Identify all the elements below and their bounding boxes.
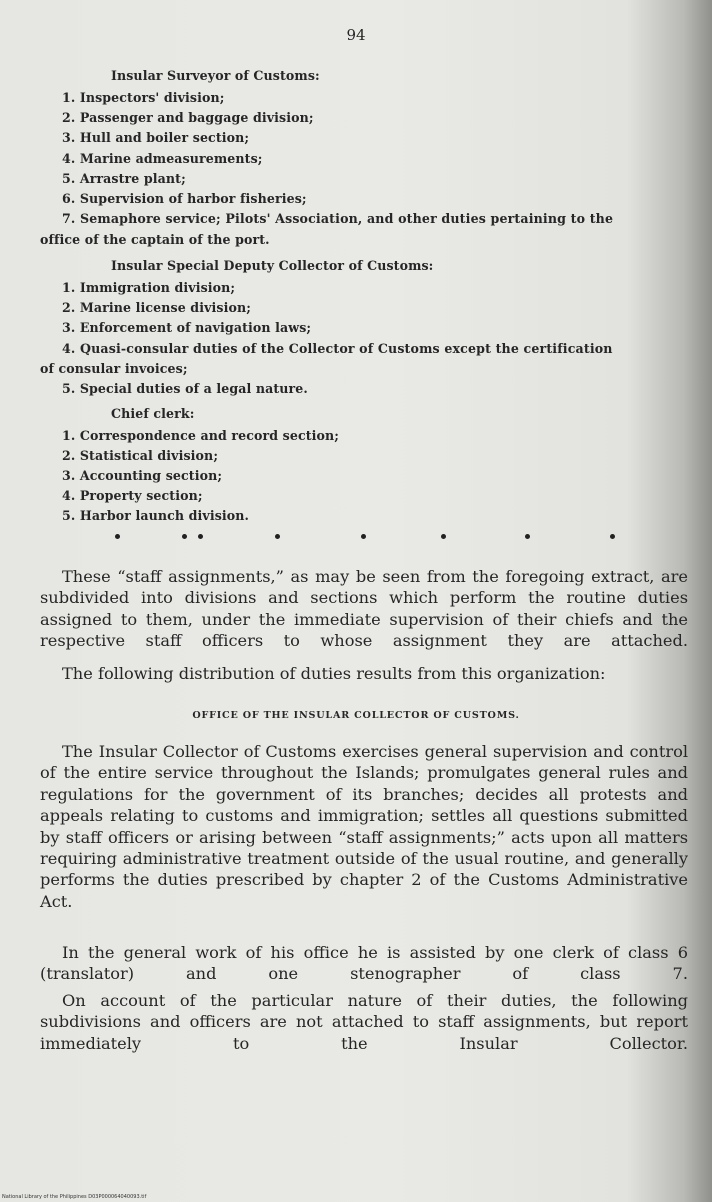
chief-clerk-item: 2. Statistical division; [62,448,219,463]
chief-clerk-heading: Chief clerk: [111,406,195,421]
deputy-item: 5. Special duties of a legal nature. [62,381,308,396]
surveyor-heading: Insular Surveyor of Customs: [111,68,320,83]
deputy-heading: Insular Special Deputy Collector of Customs: [111,258,434,273]
chief-clerk-item: 5. Harbor launch division. [62,508,250,523]
ellipsis-divider [115,534,615,546]
scan-footer: National Library of the Philippines D03P000064040093.tif [2,1194,147,1200]
chief-clerk-item: 1. Correspondence and record section; [62,428,340,443]
surveyor-item: 4. Marine admeasurements; [62,151,263,166]
deputy-item: 4. Quasi-consular duties of the Collector of Customs except the certification [62,341,613,356]
chief-clerk-item: 3. Accounting section; [62,468,223,483]
surveyor-item: 3. Hull and boiler section; [62,130,250,145]
deputy-item: 3. Enforcement of navigation laws; [62,320,312,335]
surveyor-item: 5. Arrastre plant; [62,171,186,186]
surveyor-continuation: office of the captain of the port. [40,232,270,247]
deputy-continuation: of consular invoices; [40,361,188,376]
surveyor-item: 2. Passenger and baggage division; [62,110,314,125]
distribution-paragraph: The following distribution of duties results from this organization: [62,664,606,683]
deputy-item: 1. Immigration division; [62,280,236,295]
account-paragraph: On account of the particular nature of their duties, the following subdivisions and officers are not attached to staff assignments, but report immediately to the Insular Collector. [40,991,688,1053]
surveyor-item: 1. Inspectors' division; [62,90,225,105]
assisted-paragraph: In the general work of his office he is assisted by one clerk of class 6 (translator) and one stenographer of class 7. [40,943,688,984]
staff-assignments-paragraph: These “staff assignments,” as may be seen from the foregoing extract, are subdivided into divisions and sections which perform the routine duties assigned to them, under the immediate supervision of their chiefs and the respective staff officers to whose assignment they are attached. [40,567,688,651]
deputy-item: 2. Marine license division; [62,300,251,315]
chief-clerk-item: 4. Property section; [62,488,203,503]
collector-paragraph: The Insular Collector of Customs exercises general supervision and control of the entire service throughout the Islands; promulgates general rules and regulations for the government of its branches; decides all protests and appeals relating to customs and immigration; settles all questions submitted by staff officers or arising between “staff assignments;” acts upon all matters requiring administrative treatment outside of the usual routine, and generally performs the duties prescribed by chapter 2 of the Customs Administrative Act. [40,742,688,911]
surveyor-item: 7. Semaphore service; Pilots' Association, and other duties pertaining to the [62,211,614,226]
page-number: 94 [346,26,366,44]
section-title: OFFICE OF THE INSULAR COLLECTOR OF CUSTOMS. [192,710,520,721]
surveyor-item: 6. Supervision of harbor fisheries; [62,191,307,206]
